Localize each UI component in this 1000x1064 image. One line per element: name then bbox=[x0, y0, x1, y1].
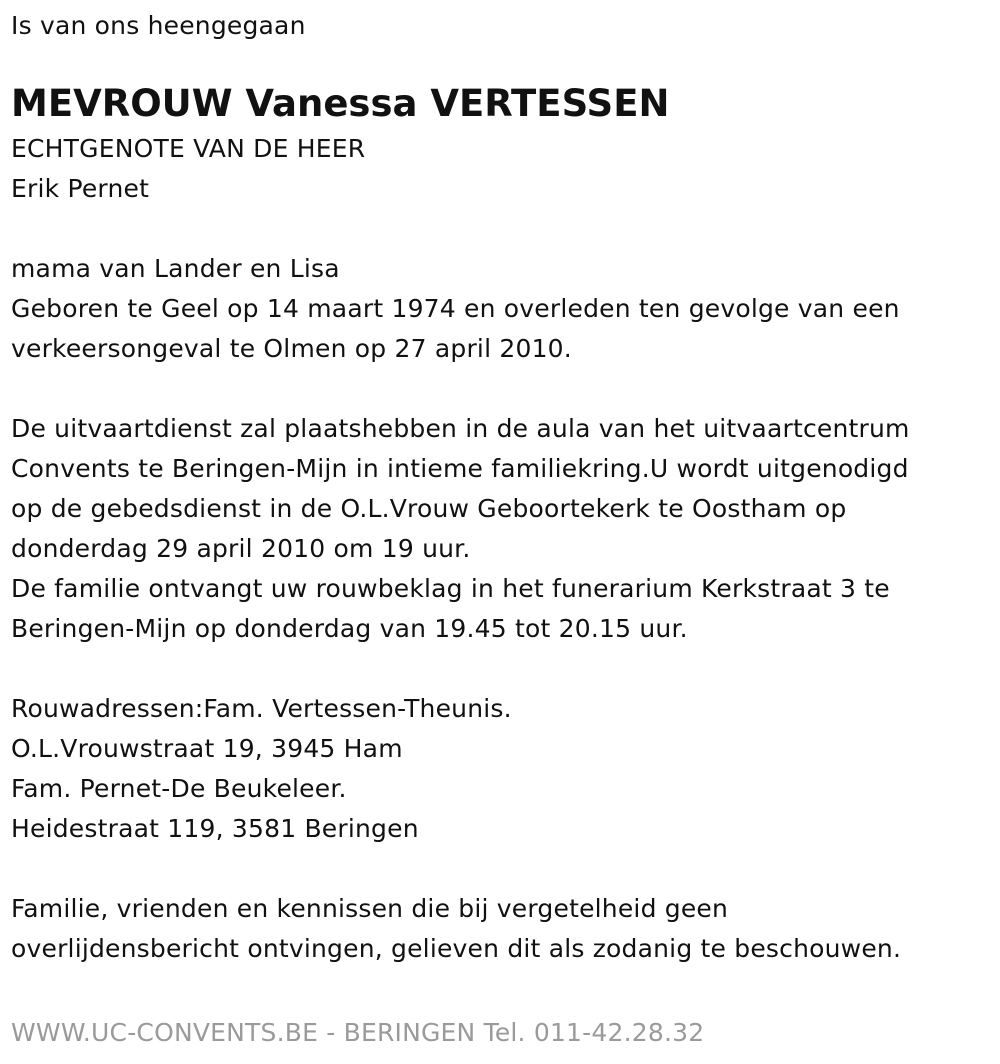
funeral-line: Beringen-Mijn op donderdag van 19.45 tot 20.15 uur. bbox=[11, 614, 688, 643]
addresses-block bbox=[11, 689, 991, 849]
birth-death-line: Geboren te Geel op 14 maart 1974 en overleden ten gevolge van een bbox=[11, 294, 900, 323]
spacer bbox=[11, 369, 991, 409]
closing-block bbox=[11, 889, 991, 969]
funeral-line: donderdag 29 april 2010 om 19 uur. bbox=[11, 534, 471, 563]
address-line: Rouwadressen:Fam. Vertessen-Theunis. bbox=[11, 694, 512, 723]
children-line: mama van Lander en Lisa bbox=[11, 254, 340, 283]
address-line: O.L.Vrouwstraat 19, 3945 Ham bbox=[11, 734, 403, 763]
birth-death-block bbox=[11, 249, 991, 369]
funeral-line: Convents te Beringen-Mijn in intieme familiekring.U wordt uitgenodigd bbox=[11, 454, 909, 483]
funeral-line: De familie ontvangt uw rouwbeklag in het funerarium Kerkstraat 3 te bbox=[11, 574, 890, 603]
funeral-line: De uitvaartdienst zal plaatshebben in de aula van het uitvaartcentrum bbox=[11, 414, 910, 443]
address-line: Heidestraat 119, 3581 Beringen bbox=[11, 814, 419, 843]
closing-line: overlijdensbericht ontvingen, gelieven dit als zodanig te beschouwen. bbox=[11, 934, 902, 963]
closing-line: Familie, vrienden en kennissen die bij vergetelheid geen bbox=[11, 894, 729, 923]
spacer bbox=[11, 649, 991, 689]
intro-text: Is van ons heengegaan bbox=[11, 11, 306, 40]
footer-contact: WWW.UC-CONVENTS.BE - BERINGEN Tel. 011-42.28.32 bbox=[11, 1018, 705, 1047]
spacer bbox=[11, 849, 991, 889]
address-line: Fam. Pernet-De Beukeleer. bbox=[11, 774, 347, 803]
spouse-title: ECHTGENOTE VAN DE HEER bbox=[11, 134, 366, 163]
spouse-block bbox=[11, 129, 991, 209]
funeral-line: op de gebedsdienst in de O.L.Vrouw Geboortekerk te Oostham op bbox=[11, 494, 847, 523]
birth-death-line: verkeersongeval te Olmen op 27 april 2010. bbox=[11, 334, 572, 363]
death-notice bbox=[11, 6, 991, 969]
spacer bbox=[11, 209, 991, 249]
spouse-name: Erik Pernet bbox=[11, 174, 150, 203]
deceased-name: MEVROUW Vanessa VERTESSEN bbox=[11, 82, 670, 125]
funeral-block bbox=[11, 409, 991, 649]
